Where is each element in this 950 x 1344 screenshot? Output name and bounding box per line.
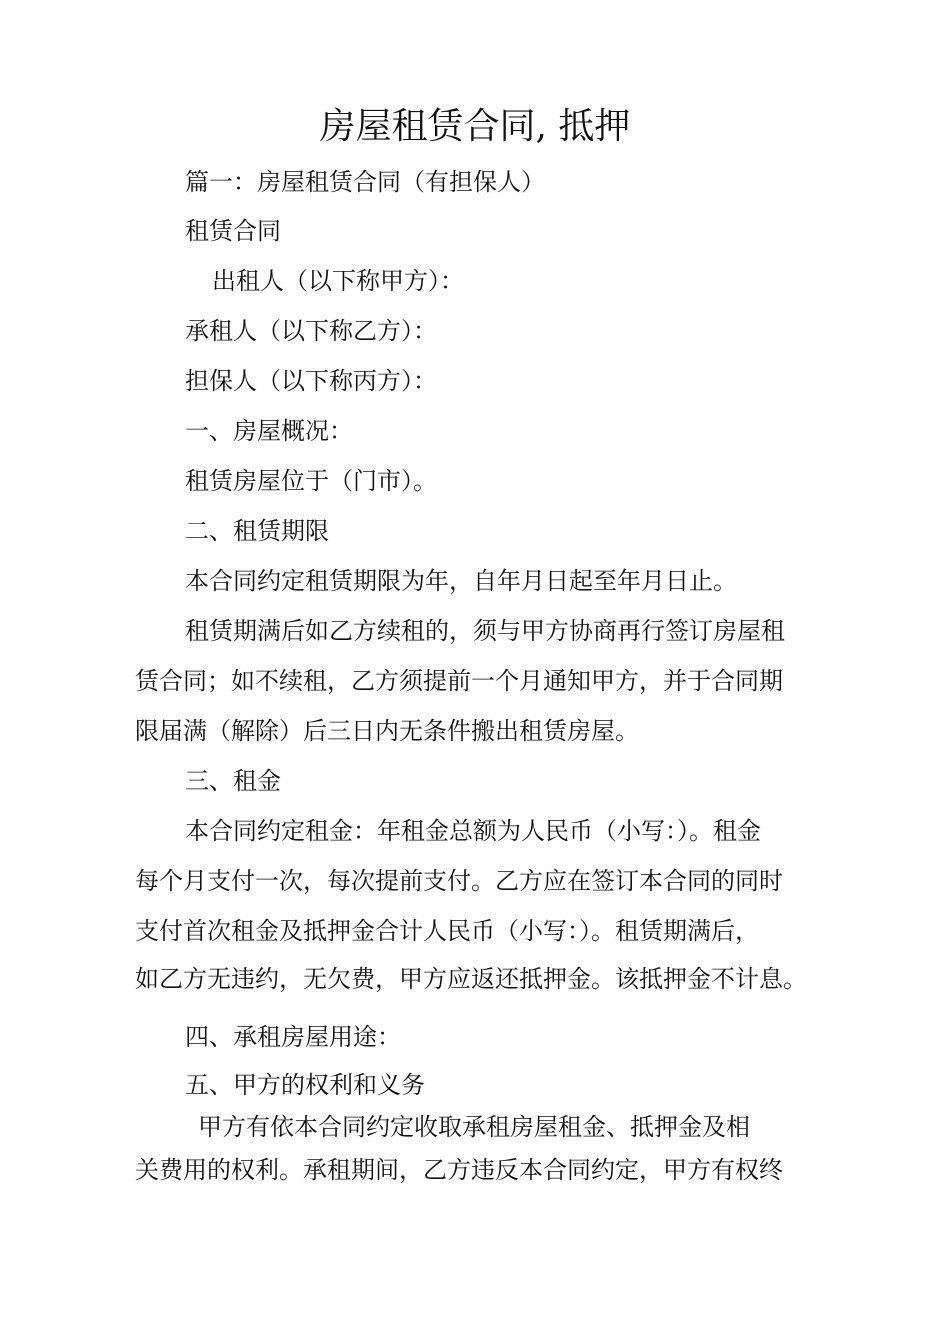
guarantor-line: 担保人（以下称丙方）： (185, 367, 437, 395)
lessor-line: 出租人（以下称甲方）： (212, 267, 464, 295)
paragraph-line: 租赁房屋位于（门市）。 (185, 467, 437, 495)
paragraph-line: 甲方有依本合同约定收取承租房屋租金、抵押金及相 (198, 1113, 750, 1141)
paragraph-line: 如乙方无违约，无欠费，甲方应返还抵押金。该抵押金不计息。 (135, 965, 807, 993)
paragraph-line: 赁合同；如不续租，乙方须提前一个月通知甲方，并于合同期 (135, 667, 783, 695)
section-heading-5: 五、甲方的权利和义务 (185, 1071, 425, 1099)
section-heading-2: 二、租赁期限 (185, 517, 329, 545)
paragraph-line: 本合同约定租赁期限为年，自年月日起至年月日止。 (185, 567, 737, 595)
paragraph-line: 租赁期满后如乙方续租的，须与甲方协商再行签订房屋租 (185, 617, 785, 645)
contract-heading: 租赁合同 (185, 217, 281, 245)
paragraph-line: 本合同约定租金：年租金总额为人民币（小写：）。租金 (185, 817, 761, 845)
section-heading-1: 一、房屋概况： (185, 417, 353, 445)
paragraph-line: 关费用的权利。承租期间，乙方违反本合同约定，甲方有权终 (135, 1156, 783, 1184)
paragraph-line: 每个月支付一次，每次提前支付。乙方应在签订本合同的同时 (135, 867, 783, 895)
section-heading-part1: 篇一：房屋租赁合同（有担保人） (185, 168, 545, 196)
section-heading-4: 四、承租房屋用途： (185, 1023, 401, 1051)
paragraph-line: 支付首次租金及抵押金合计人民币（小写：）。租赁期满后， (135, 917, 759, 945)
section-heading-3: 三、租金 (185, 767, 281, 795)
document-title: 房屋租赁合同, 抵押 (319, 106, 631, 147)
paragraph-line: 限届满（解除）后三日内无条件搬出租赁房屋。 (135, 717, 639, 745)
lessee-line: 承租人（以下称乙方）： (185, 317, 437, 345)
